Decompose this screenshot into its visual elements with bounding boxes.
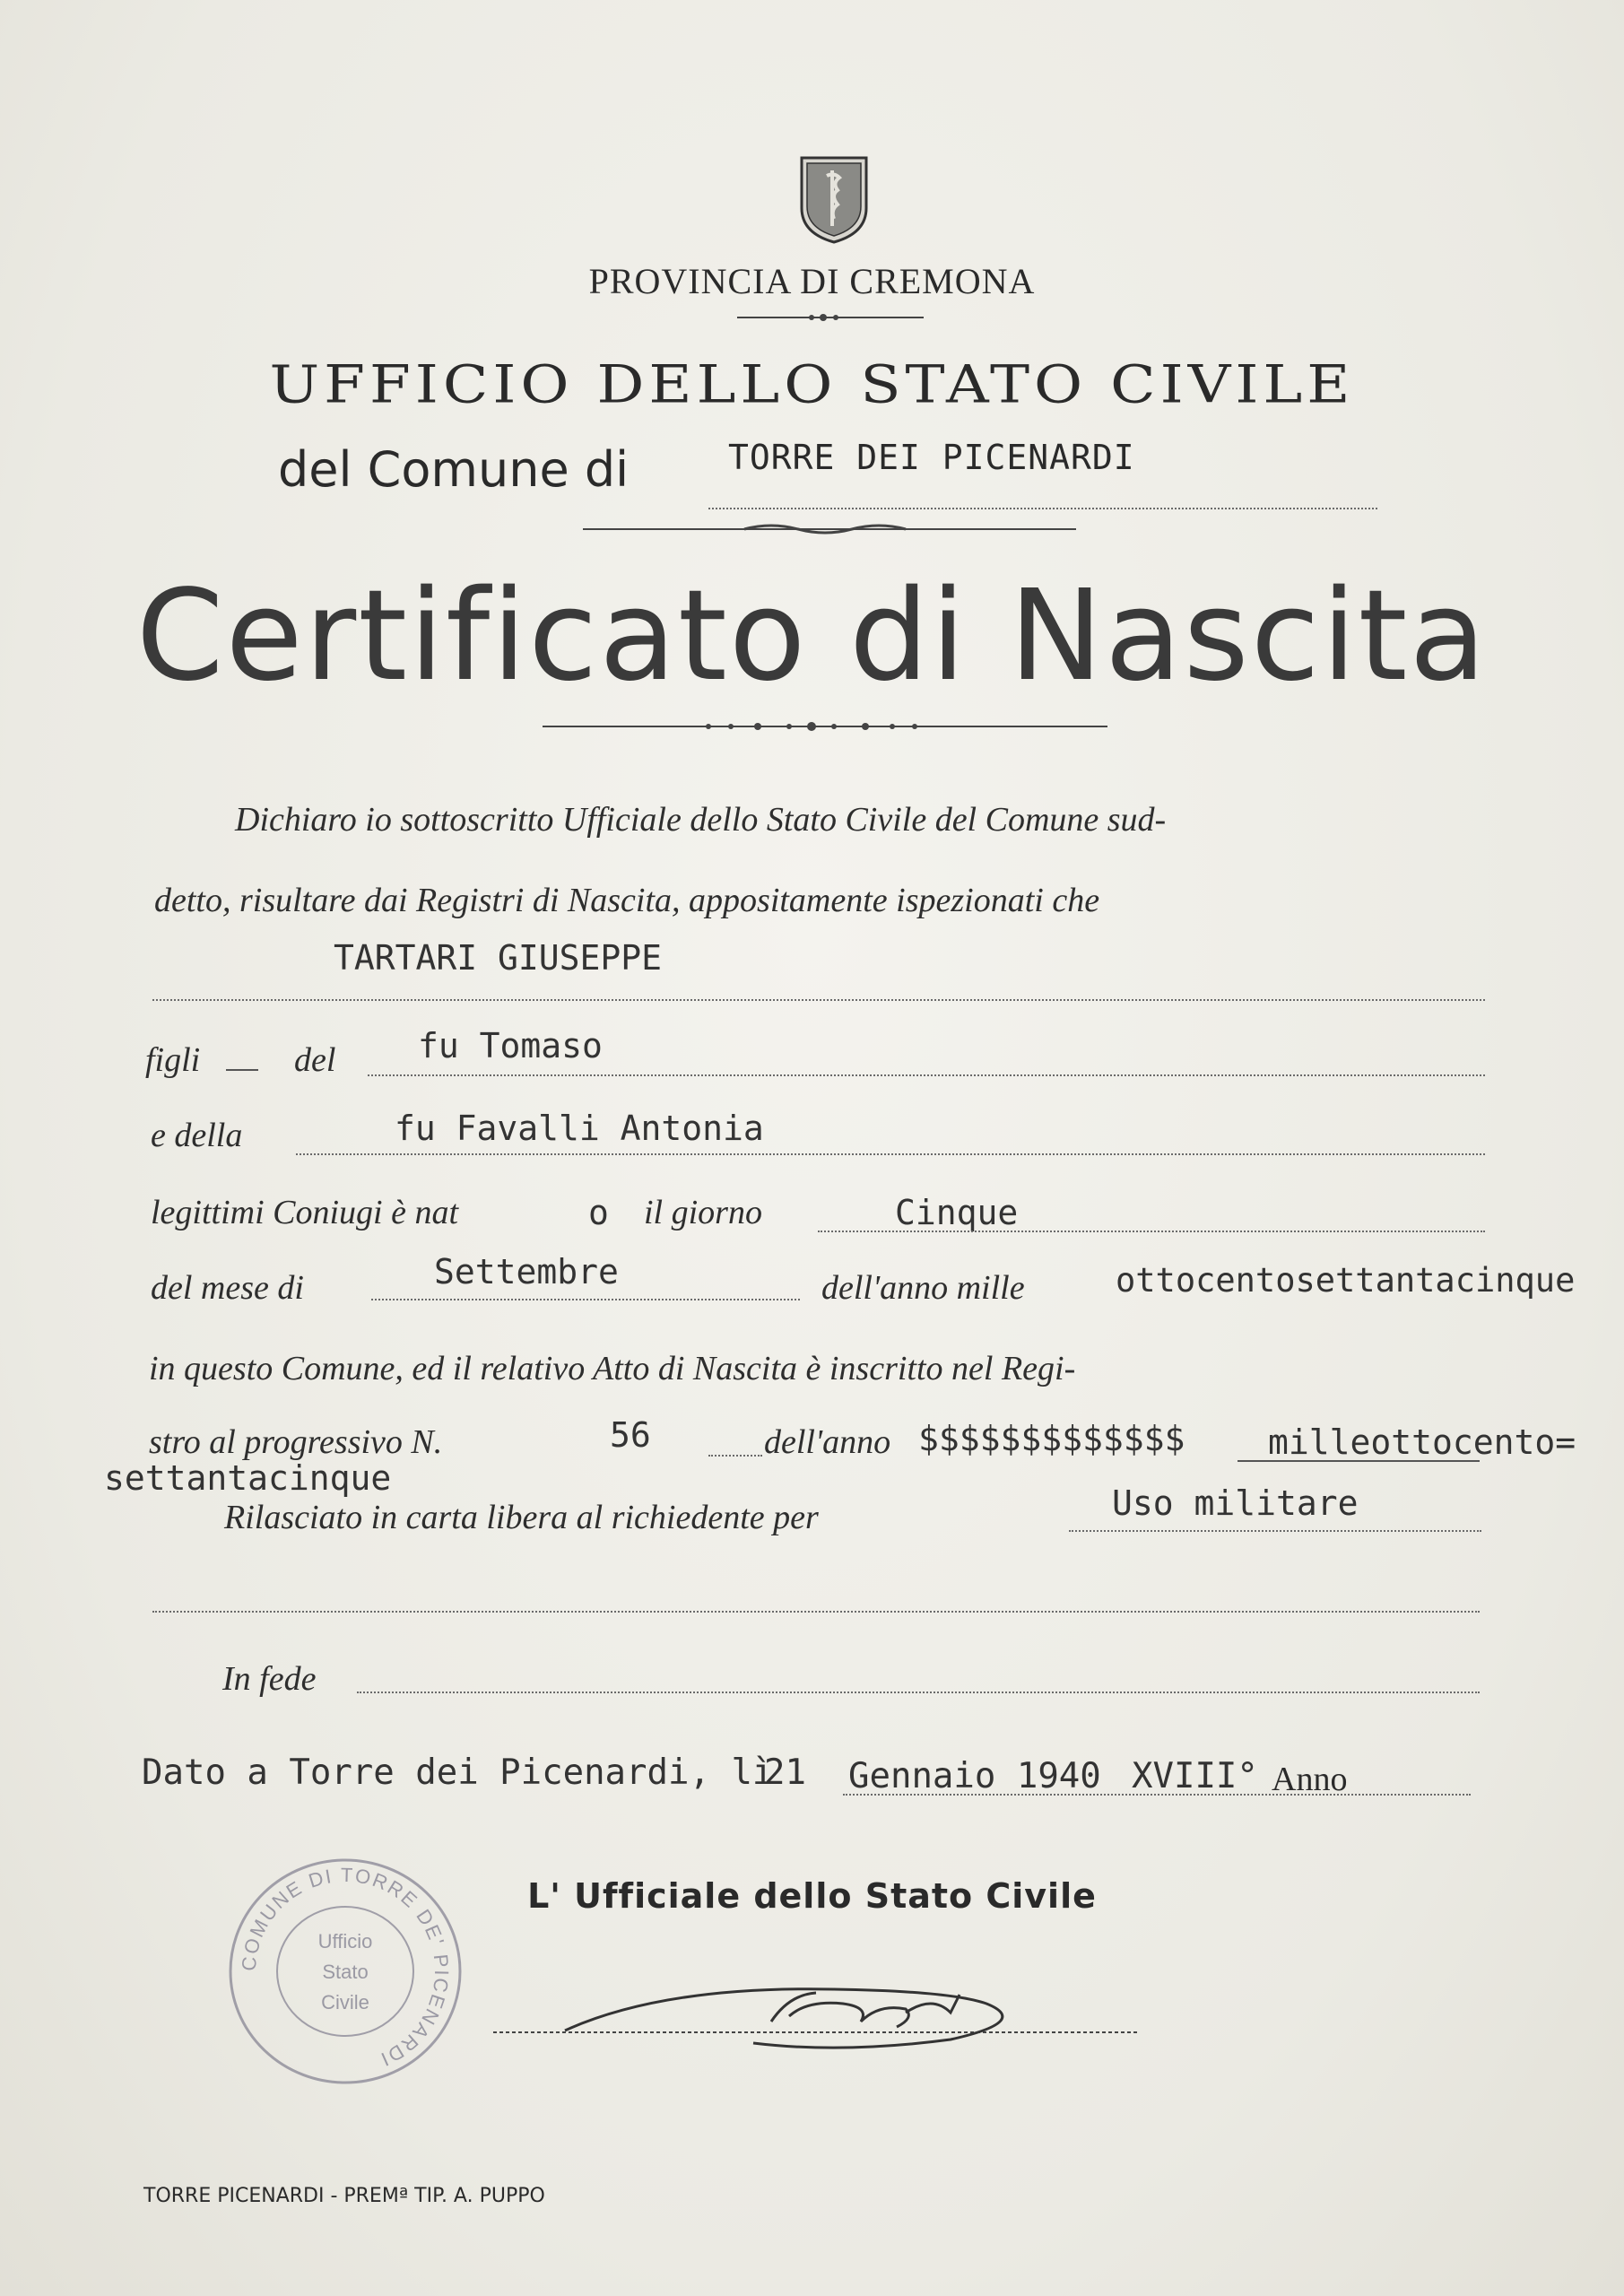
della-label: e della [151, 1117, 243, 1154]
anno-label: dell'anno mille [821, 1269, 1025, 1307]
dato-luogo: Dato a Torre dei Picenardi, lì [142, 1752, 774, 1793]
anno-value: ottocentosettantacinque [1116, 1261, 1576, 1300]
fede-label: In fede [222, 1660, 317, 1698]
ornament-divider [0, 522, 1624, 536]
signature-label: L' Ufficiale dello Stato Civile [527, 1876, 1097, 1916]
dato-mese-anno: Gennaio 1940 [848, 1756, 1101, 1796]
progressivo-value: 56 [610, 1415, 651, 1455]
dato-giorno: 21 [764, 1752, 806, 1793]
dato-anno-label: Anno [1272, 1761, 1348, 1798]
nome-dotted-line [152, 999, 1485, 1001]
giorno-value: Cinque [895, 1193, 1019, 1232]
nat-suffix: o [588, 1193, 609, 1232]
madre-value: fu Favalli Antonia [395, 1109, 764, 1148]
page-title: Certificato di Nascita [135, 563, 1489, 709]
anno2-label: dell'anno [764, 1423, 891, 1461]
body-line-comune: in questo Comune, ed il relativo Atto di Nascita è inscritto nel Regi- [149, 1350, 1076, 1387]
stamp-center-1: Ufficio [317, 1930, 373, 1952]
anno2-value: milleottocento= [1268, 1422, 1576, 1462]
progressivo-dotted-line [708, 1455, 762, 1457]
comune-dotted-line [708, 508, 1377, 509]
padre-dotted-line [368, 1074, 1485, 1076]
dato-era: XVIII° [1132, 1756, 1258, 1796]
anno2-struck: $$$$$$$$$$$$$ [918, 1419, 1185, 1458]
fede-dotted-line [357, 1692, 1480, 1693]
mese-value: Settembre [434, 1252, 619, 1292]
stamp-ring-text: COMUNE DI TORRE DE' PICENARDI [237, 1863, 454, 2072]
comune-label: del Comune di [278, 441, 630, 498]
del-label: del [294, 1041, 336, 1079]
legittimi-label: legittimi Coniugi è nat [151, 1194, 459, 1231]
provincia-heading: PROVINCIA DI CREMONA [588, 261, 1036, 301]
body-line-1: Dichiaro io sottoscritto Ufficiale dello Stato Civile del Comune sud- [235, 801, 1167, 839]
rilasciato-label: Rilasciato in carta libera al richiedente per [224, 1499, 819, 1536]
madre-dotted-line [296, 1153, 1485, 1155]
comune-value: TORRE DEI PICENARDI [728, 438, 1135, 477]
coat-of-arms-icon [798, 154, 870, 244]
dato-dotted-line [843, 1794, 1471, 1796]
progressivo-label: stro al progressivo N. [149, 1423, 443, 1461]
padre-value: fu Tomaso [418, 1026, 603, 1065]
stamp-center-3: Civile [321, 1991, 369, 2013]
anno2-continuation: settantacinque [104, 1458, 392, 1498]
uso-dotted-line [1069, 1530, 1481, 1532]
nome-value: TARTARI GIUSEPPE [334, 938, 663, 978]
printer-footer: TORRE PICENARDI - PREMª TIP. A. PUPPO [143, 2185, 545, 2207]
stamp-center-2: Stato [322, 1961, 369, 1983]
giorno-label: il giorno [644, 1194, 762, 1231]
giorno-dotted-line [818, 1231, 1485, 1232]
ornament-divider [0, 719, 1624, 734]
figli-strike [226, 1069, 258, 1071]
anno2-underline [1238, 1460, 1480, 1462]
mese-dotted-line [371, 1299, 800, 1300]
uso-value: Uso militare [1112, 1483, 1359, 1523]
signature-icon [484, 1968, 1148, 2066]
blank-dotted-line [152, 1611, 1480, 1613]
ufficio-heading: UFFICIO DELLO STATO CIVILE [269, 353, 1355, 415]
figli-label: figli [145, 1041, 201, 1079]
mese-label: del mese di [151, 1269, 304, 1307]
ornament-divider [0, 310, 1624, 325]
body-line-2: detto, risultare dai Registri di Nascita, appositamente ispezionati che [154, 882, 1100, 919]
